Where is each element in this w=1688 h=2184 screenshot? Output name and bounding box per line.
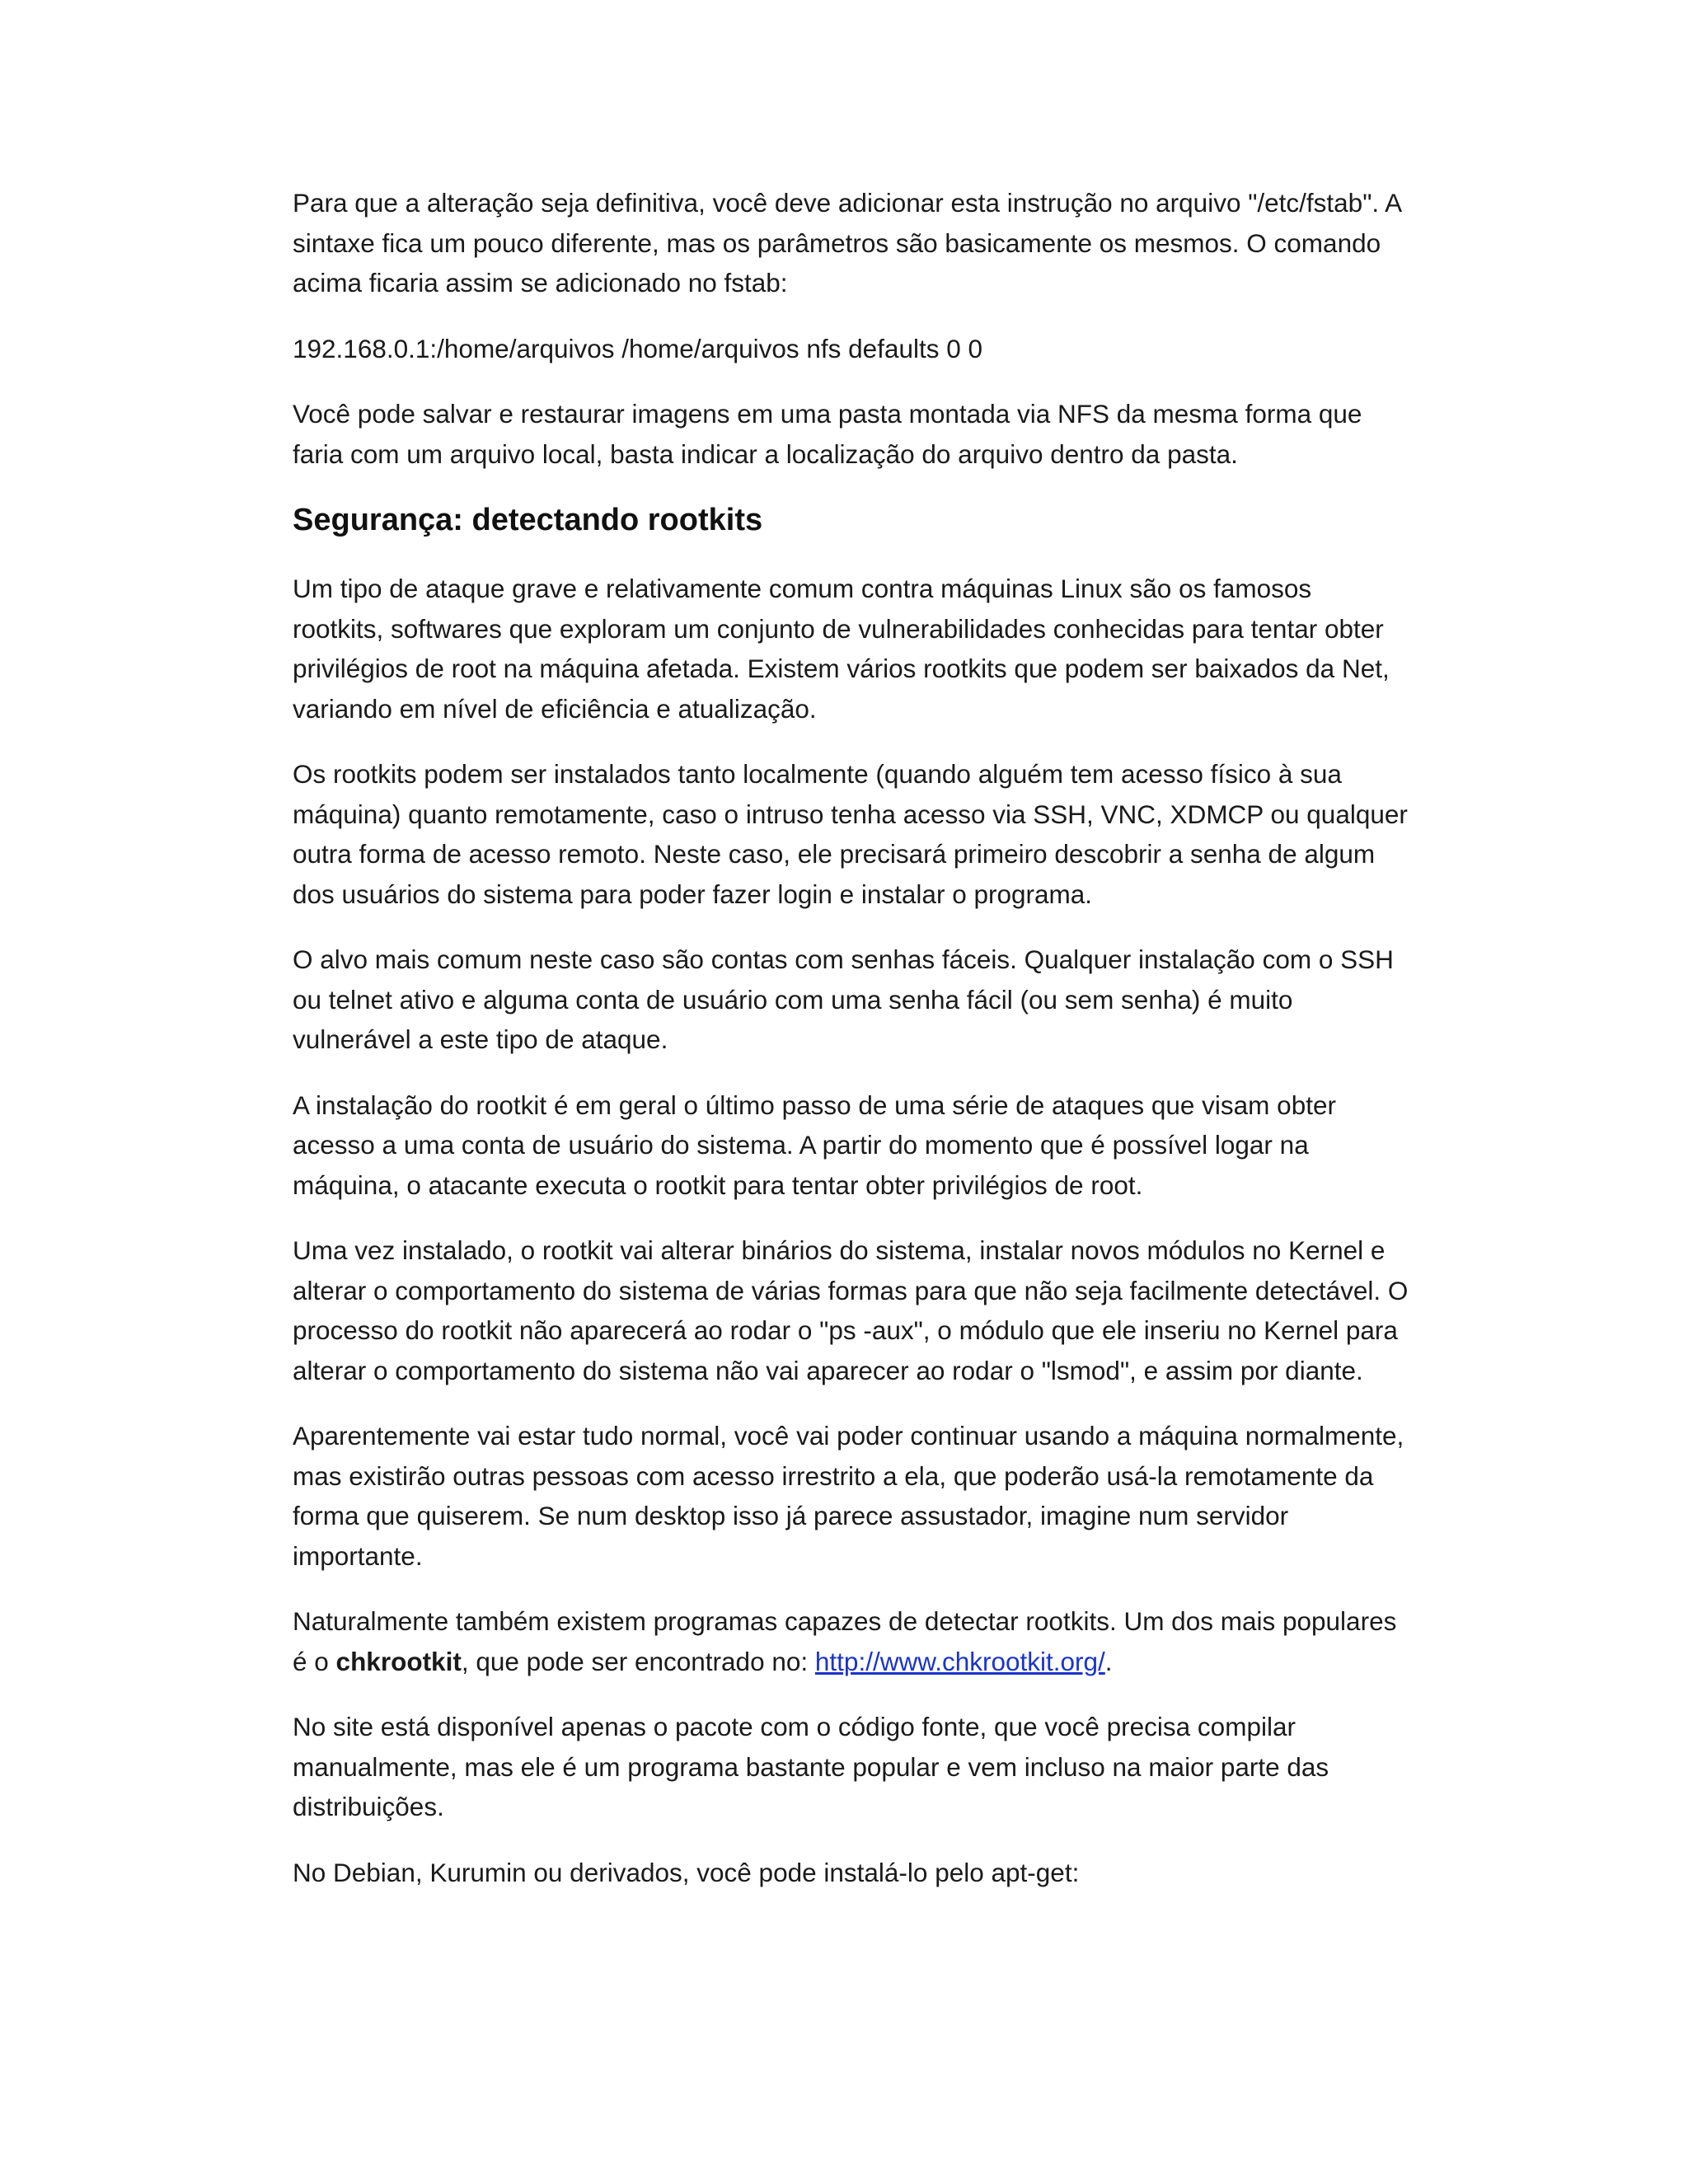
document-page — [293, 183, 1409, 1918]
paragraph-fstab-line: 192.168.0.1:/home/arquivos /home/arquivos nfs defaults 0 0 — [293, 333, 983, 363]
paragraph-rootkits-intro: Um tipo de ataque grave e relativamente comum contra máquinas Linux são os famosos rootkits, softwares que exploram um conjunto de vulnerabilidades conhecidas para tentar obter privilégios de root na máquina afetada. Existem vários rootkits que podem ser baixados da Net, variando em nível de eficiência e atualização. — [293, 574, 1390, 724]
chkrootkit-link[interactable]: http://www.chkrootkit.org/ — [814, 1646, 1105, 1676]
chkrootkit-text-after: . — [1104, 1646, 1113, 1676]
paragraph-source-package: No site está disponível apenas o pacote com o código fonte, que você precisa compilar manualmente, mas ele é um programa bastante popular e vem incluso na maior parte das distribuições. — [293, 1712, 1329, 1821]
paragraph-install-step: A instalação do rootkit é em geral o último passo de uma série de ataques que visam obter acesso a uma conta de usuário do sistema. A partir do momento que é possível logar na máquina, o atacante executa o rootkit para tentar obter privilégios de root. — [293, 1090, 1336, 1200]
paragraph-weak-passwords: O alvo mais comum neste caso são contas com senhas fáceis. Qualquer instalação com o SSH ou telnet ativo e alguma conta de usuário com uma senha fácil (ou sem senha) é muito vulnerável a este tipo de ataque. — [293, 944, 1394, 1054]
chkrootkit-text-middle: , que pode ser encontrado no: — [461, 1646, 815, 1676]
paragraph-fstab-intro: Para que a alteração seja definitiva, você deve adicionar esta instrução no arquivo "/etc/fstab". A sintaxe fica um pouco diferente, mas os parâmetros são basicamente os mesmos. O comando acima ficaria assim se adicionado no fstab: — [293, 188, 1401, 298]
chkrootkit-name: chkrootkit — [335, 1646, 462, 1676]
section-heading: Segurança: detectando rootkits — [293, 503, 763, 537]
paragraph-chkrootkit — [293, 1601, 1409, 1681]
paragraph-nfs-images: Você pode salvar e restaurar imagens em uma pasta montada via NFS da mesma forma que faria com um arquivo local, basta indicar a localização do arquivo dentro da pasta. — [293, 399, 1362, 469]
paragraph-rootkit-behavior: Uma vez instalado, o rootkit vai alterar binários do sistema, instalar novos módulos no Kernel e alterar o comportamento do sistema de várias formas para que não seja facilmente detectável. O processo do rootkit não aparecerá ao rodar o "ps -aux", o módulo que ele inseriu no Kernel para alterar o comportamento do sistema não vai aparecer ao rodar o "lsmod", e assim por diante. — [293, 1235, 1409, 1385]
chkrootkit-text-before: Naturalmente também existem programas capazes de detectar rootkits. Um dos mais populares é o — [293, 1606, 1397, 1676]
paragraph-rootkits-install: Os rootkits podem ser instalados tanto localmente (quando alguém tem acesso físico à sua máquina) quanto remotamente, caso o intruso tenha acesso via SSH, VNC, XDMCP ou qualquer outra forma de acesso remoto. Neste caso, ele precisará primeiro descobrir a senha de algum dos usuários do sistema para poder fazer login e instalar o programa. — [293, 759, 1408, 909]
paragraph-debian-install: No Debian, Kurumin ou derivados, você pode instalá-lo pelo apt-get: — [293, 1857, 1080, 1887]
paragraph-normal-appearance: Aparentemente vai estar tudo normal, você vai poder continuar usando a máquina normalmente, mas existirão outras pessoas com acesso irrestrito a ela, que poderão usá-la remotamente da forma que quiserem. Se num desktop isso já parece assustador, imagine num servidor importante. — [293, 1421, 1404, 1571]
